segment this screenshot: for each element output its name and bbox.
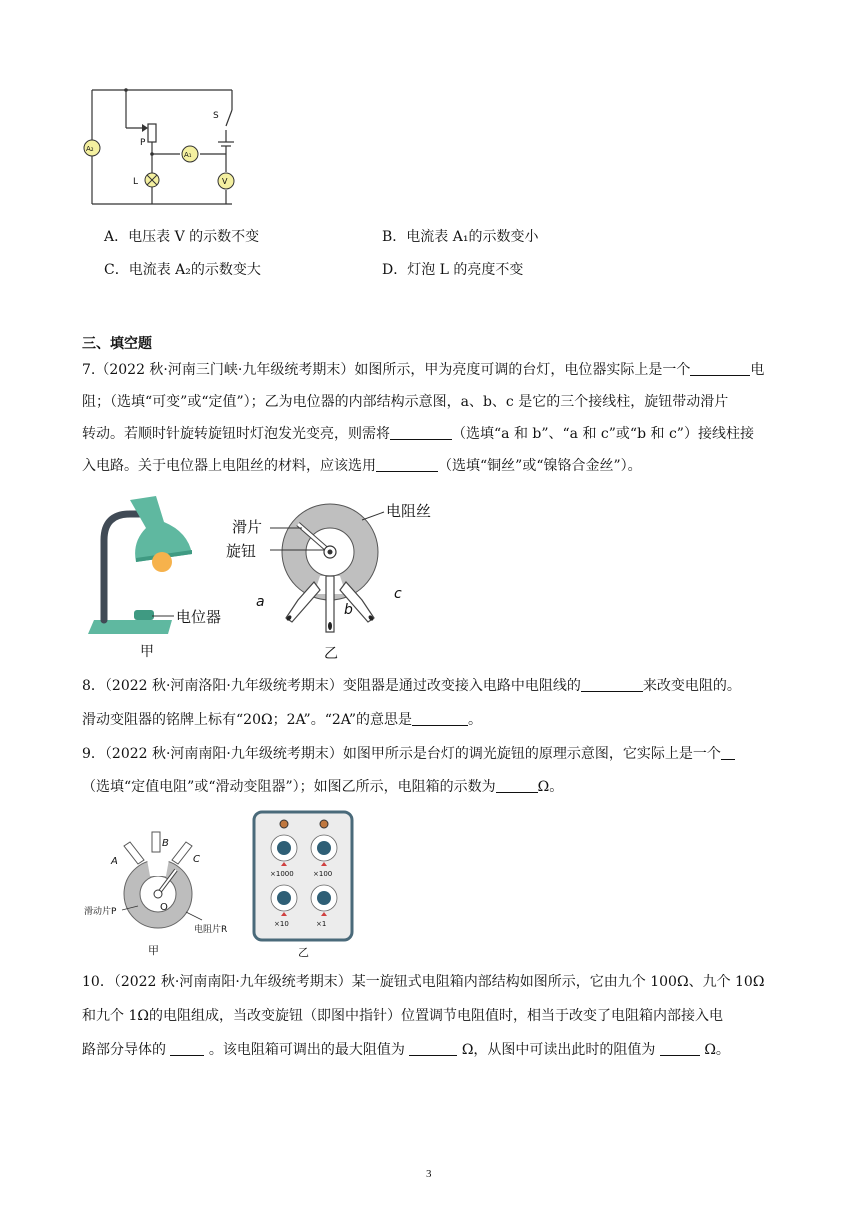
box-caption: 乙 bbox=[298, 946, 309, 959]
q6-option-c: C．电流表 A₂的示数变大 bbox=[104, 262, 261, 278]
q6-option-a: A．电压表 V 的示数不变 bbox=[104, 229, 260, 245]
box-label-x1000: ×1000 bbox=[270, 870, 294, 878]
label-a1: A₁ bbox=[184, 151, 192, 159]
label-v: V bbox=[222, 177, 228, 186]
section-title: 三、填空题 bbox=[82, 336, 152, 352]
q7-line-3: 转动。若顺时针旋转旋钮时灯泡发光变亮，则需将 （选填“a 和 b”、“a 和 c”或“b 和 c”）接线柱接 bbox=[82, 426, 754, 442]
q10-blank-2 bbox=[409, 1041, 457, 1056]
label-s: S bbox=[213, 111, 219, 121]
q7-blank-2 bbox=[390, 425, 452, 440]
q6-option-b: B．电流表 A₁的示数变小 bbox=[382, 229, 539, 245]
pot-label-b: b bbox=[344, 602, 353, 618]
dimmer-label-o: O bbox=[160, 902, 168, 913]
q7-line-1: 7.（2022 秋·河南三门峡·九年级统考期末）如图所示，甲为亮度可调的台灯，电位器实际上是一个 电 bbox=[82, 362, 765, 378]
q9-line-2: （选填“定值电阻”或“滑动变阻器”）；如图乙所示，电阻箱的示数为 Ω。 bbox=[82, 779, 564, 795]
circuit-diagram bbox=[80, 82, 250, 212]
lamp-label-potentiometer: 电位器 bbox=[176, 608, 222, 626]
q8-blank-1 bbox=[581, 677, 643, 692]
lamp-figure bbox=[84, 492, 234, 662]
q9-blank-1 bbox=[721, 745, 735, 760]
q6-option-d: D．灯泡 L 的亮度不变 bbox=[382, 262, 524, 278]
box-label-x10: ×10 bbox=[274, 920, 289, 928]
dimmer-figure bbox=[82, 834, 242, 958]
dimmer-label-b: B bbox=[162, 838, 169, 849]
q7-blank-3 bbox=[376, 457, 438, 472]
dimmer-label-r: 电阻片R bbox=[194, 925, 228, 935]
box-label-x100: ×100 bbox=[313, 870, 333, 878]
dimmer-label-c: C bbox=[193, 854, 200, 865]
q10-blank-3 bbox=[660, 1041, 700, 1056]
q7-blank-1 bbox=[690, 361, 750, 376]
pot-label-slider: 滑片 bbox=[232, 518, 263, 536]
q8-line-1: 8．（2022 秋·河南洛阳·九年级统考期末）变阻器是通过改变接入电路中电阻线的 来改变电阻的。 bbox=[82, 678, 741, 694]
dimmer-caption: 甲 bbox=[148, 944, 159, 957]
pot-label-knob: 旋钮 bbox=[226, 542, 257, 560]
q10-line-1: 10．（2022 秋·河南南阳·九年级统考期末）某一旋钮式电阻箱内部结构如图所示，它由九个 100Ω、九个 10Ω bbox=[82, 974, 765, 990]
pot-caption: 乙 bbox=[324, 646, 338, 662]
q10-line-2: 和九个 1Ω的电阻组成，当改变旋钮（即图中指针）位置调节电阻值时，相当于改变了电阻箱内部接入电 bbox=[82, 1008, 723, 1024]
lamp-caption: 甲 bbox=[140, 644, 154, 660]
box-label-x1: ×1 bbox=[316, 920, 327, 928]
q10-line-3: 路部分导体的 。该电阻箱可调出的最大阻值为 Ω，从图中可读出此时的阻值为 Ω。 bbox=[82, 1042, 730, 1058]
dimmer-label-slider: 滑动片P bbox=[84, 907, 117, 917]
label-p: P bbox=[140, 138, 146, 148]
q10-blank-1 bbox=[170, 1041, 204, 1056]
page-number: 3 bbox=[426, 1168, 432, 1180]
potentiometer-figure bbox=[222, 494, 432, 664]
dimmer-label-a: A bbox=[111, 856, 118, 867]
resistance-box-figure bbox=[252, 810, 356, 960]
q8-blank-2 bbox=[412, 711, 468, 726]
q7-line-4: 入电路。关于电位器上电阻丝的材料，应该选用 （选填“铜丝”或“镍铬合金丝”）。 bbox=[82, 458, 642, 474]
q9-line-1: 9．（2022 秋·河南南阳·九年级统考期末）如图甲所示是台灯的调光旋钮的原理示意图，它实际上是一个 bbox=[82, 738, 735, 770]
pot-label-c: c bbox=[394, 586, 402, 602]
pot-label-a: a bbox=[256, 594, 265, 610]
q9-blank-2 bbox=[496, 778, 538, 793]
q8-line-2: 滑动变阻器的铭牌上标有“20Ω；2A”。“2A”的意思是 。 bbox=[82, 712, 482, 728]
label-a2: A₂ bbox=[86, 145, 94, 153]
q7-line-2: 阻；（选填“可变”或“定值”）；乙为电位器的内部结构示意图，a、b、c 是它的三个接线柱，旋钮带动滑片 bbox=[82, 394, 729, 410]
label-l: L bbox=[133, 177, 139, 187]
pot-label-wire: 电阻丝 bbox=[386, 502, 432, 520]
